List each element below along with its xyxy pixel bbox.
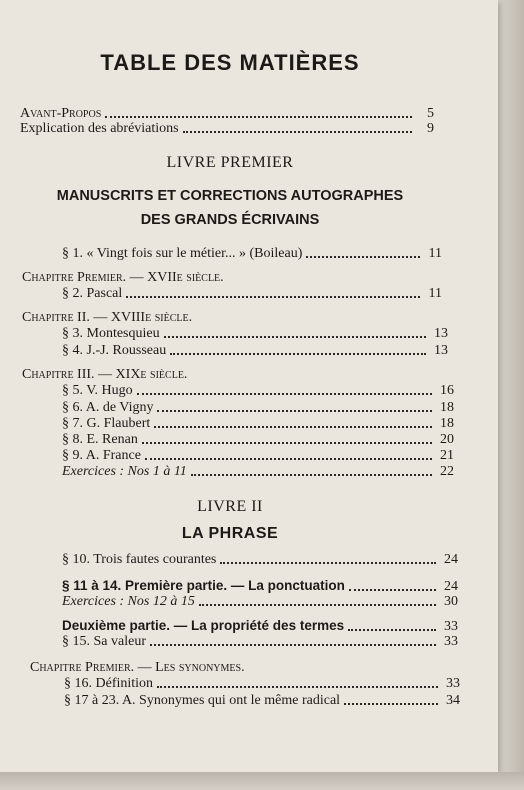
toc-label: § 7. G. Flaubert	[62, 416, 151, 431]
toc-label: § 2. Pascal	[62, 286, 123, 301]
toc-entry-s17	[64, 693, 460, 709]
toc-label: Avant-Propos	[20, 106, 102, 121]
page-bottom-edge	[0, 772, 524, 790]
toc-entry-s5	[62, 383, 454, 399]
toc-entry-s11	[62, 578, 458, 595]
toc-page: 13	[434, 326, 448, 341]
toc-page: 21	[440, 448, 454, 463]
toc-page: 34	[446, 693, 460, 708]
toc-entry-s3	[62, 326, 448, 342]
dot-leader	[126, 296, 420, 298]
page-edge	[498, 0, 524, 790]
dot-leader	[349, 589, 436, 591]
toc-page: 24	[444, 579, 458, 594]
dot-leader	[306, 256, 420, 258]
toc-entry-exercices-2	[62, 594, 458, 610]
livre-premier-subtitle-2: DES GRANDS ÉCRIVAINS	[140, 212, 320, 228]
toc-page: 24	[444, 552, 458, 567]
toc-label: Exercices : Nos 12 à 15	[62, 594, 195, 609]
toc-page: 18	[440, 400, 454, 415]
dot-leader	[105, 116, 412, 118]
chapter-heading: Chapitre Premier. — XVIIe siècle.	[22, 270, 224, 285]
toc-entry-s1	[62, 246, 442, 262]
dot-leader	[220, 562, 436, 564]
dot-leader	[348, 629, 436, 631]
toc-page: 33	[446, 676, 460, 691]
livre-premier-heading: LIVRE PREMIER	[166, 154, 294, 171]
toc-entry-s16	[64, 676, 460, 692]
dot-leader	[183, 131, 412, 133]
toc-entry-s4	[62, 343, 448, 359]
page-title: TABLE DES MATIÈRES	[100, 50, 360, 75]
toc-page: 20	[440, 432, 454, 447]
dot-leader	[150, 644, 436, 646]
chapter-heading: Chapitre III. — XIXe siècle.	[22, 367, 188, 382]
toc-page: 5	[427, 106, 434, 121]
toc-label: § 8. E. Renan	[62, 432, 138, 447]
toc-page: 30	[444, 594, 458, 609]
toc-label: § 11 à 14. Première partie. — La ponctuation	[62, 578, 345, 593]
toc-entry-s6	[62, 400, 454, 416]
toc-page: 11	[428, 286, 442, 301]
toc-entry-s10	[62, 552, 458, 568]
toc-entry-exercices	[62, 464, 454, 480]
toc-label: Exercices : Nos 1 à 11	[62, 464, 187, 479]
toc-page: 22	[440, 464, 454, 479]
toc-entry-s15	[62, 634, 458, 650]
chapter-heading: Chapitre Premier. — Les synonymes.	[30, 660, 245, 675]
dot-leader	[170, 353, 426, 355]
toc-label: § 17 à 23. A. Synonymes qui ont le même radical	[64, 693, 341, 708]
dot-leader	[164, 336, 426, 338]
livre-ii-heading: LIVRE II	[197, 498, 263, 515]
dot-leader	[142, 442, 432, 444]
toc-page: 18	[440, 416, 454, 431]
toc-label: § 1. « Vingt fois sur le métier... » (Boileau)	[62, 246, 303, 261]
toc-entry-s9	[62, 448, 454, 464]
livre-ii-subtitle: LA PHRASE	[181, 525, 279, 542]
dot-leader	[344, 703, 438, 705]
toc-page: 13	[434, 343, 448, 358]
dot-leader	[157, 686, 438, 688]
toc-label: § 4. J.-J. Rousseau	[62, 343, 167, 358]
chapter-heading: Chapitre II. — XVIIIe siècle.	[22, 310, 193, 325]
toc-label: § 15. Sa valeur	[62, 634, 146, 649]
toc-page: 9	[427, 121, 434, 136]
dot-leader	[191, 474, 432, 476]
dot-leader	[157, 410, 432, 412]
toc-label: Explication des abréviations	[20, 121, 179, 136]
dot-leader	[145, 458, 432, 460]
toc-page: 11	[428, 246, 442, 261]
toc-label: § 5. V. Hugo	[62, 383, 133, 398]
dot-leader	[137, 393, 432, 395]
toc-page: 16	[440, 383, 454, 398]
toc-entry-s2	[62, 286, 442, 302]
toc-label: § 6. A. de Vigny	[62, 400, 154, 415]
toc-entry-s7	[62, 416, 454, 432]
toc-entry-part2	[62, 618, 458, 635]
toc-page: 33	[444, 634, 458, 649]
dot-leader	[154, 426, 432, 428]
toc-label: § 9. A. France	[62, 448, 141, 463]
toc-page: 33	[444, 619, 458, 634]
livre-premier-subtitle-1: MANUSCRITS ET CORRECTIONS AUTOGRAPHES	[56, 188, 404, 204]
toc-label: § 16. Définition	[64, 676, 154, 691]
dot-leader	[199, 604, 436, 606]
toc-entry-abreviations	[20, 121, 434, 137]
toc-label: Deuxième partie. — La propriété des termes	[62, 618, 345, 633]
toc-label: § 10. Trois fautes courantes	[62, 552, 217, 567]
toc-entry-avant-propos	[20, 106, 434, 122]
toc-entry-s8	[62, 432, 454, 448]
toc-label: § 3. Montesquieu	[62, 326, 160, 341]
